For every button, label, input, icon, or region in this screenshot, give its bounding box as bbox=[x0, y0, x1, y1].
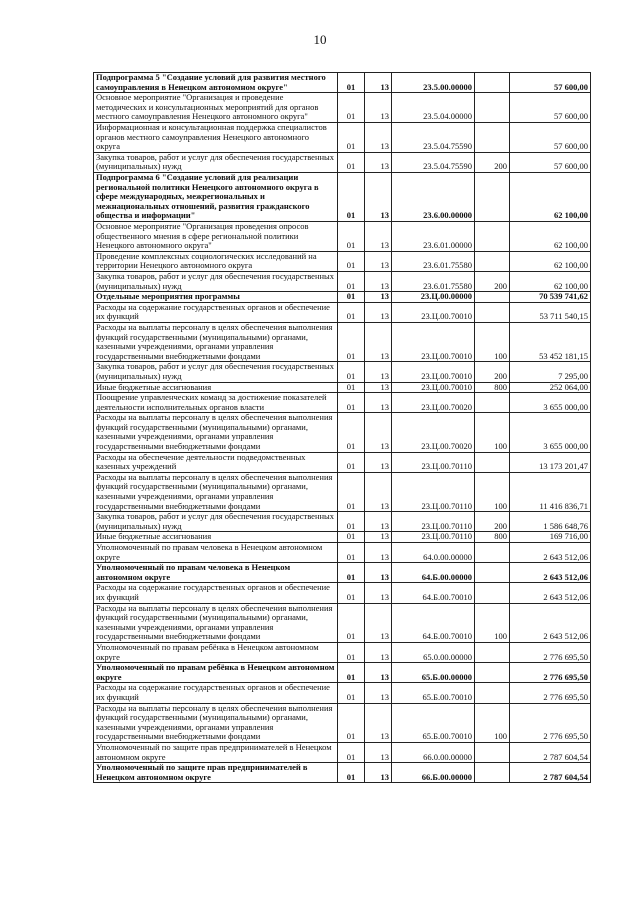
row-section-code: 01 bbox=[338, 663, 365, 683]
row-section-code: 01 bbox=[338, 172, 365, 221]
row-expense-type-code bbox=[475, 93, 510, 123]
row-section-code: 01 bbox=[338, 393, 365, 413]
row-expense-type-code: 200 bbox=[475, 362, 510, 382]
row-section-code: 01 bbox=[338, 292, 365, 303]
row-expense-type-code: 200 bbox=[475, 512, 510, 532]
row-description: Расходы на выплаты персоналу в целях обеспечения выполнения функций государственными (муниципальными) органами, казенными учреждениями, органами управления государственными внебюджетными фондами bbox=[94, 603, 338, 642]
row-description: Уполномоченный по правам человека в Ненецком автономном округе bbox=[94, 563, 338, 583]
row-description: Основное мероприятие "Организация и проведение методических и консультационных мероприятий для органов местного самоуправления Ненецкого автономного округа" bbox=[94, 93, 338, 123]
row-expense-type-code bbox=[475, 452, 510, 472]
row-subsection-code: 13 bbox=[365, 122, 392, 152]
row-description: Расходы на содержание государственных органов и обеспечение их функций bbox=[94, 583, 338, 603]
row-section-code: 01 bbox=[338, 382, 365, 393]
row-subsection-code: 13 bbox=[365, 152, 392, 172]
row-target-article-code: 23.6.01.00000 bbox=[392, 221, 475, 251]
row-description: Закупка товаров, работ и услуг для обеспечения государственных (муниципальных) нужд bbox=[94, 512, 338, 532]
row-target-article-code: 23.5.04.75590 bbox=[392, 152, 475, 172]
row-subsection-code: 13 bbox=[365, 393, 392, 413]
row-subsection-code: 13 bbox=[365, 73, 392, 93]
row-description: Подпрограмма 6 "Создание условий для реализации региональной политики Ненецкого автономного округа в сфере международных, межрегиональных и межнациональных отношений, развития гражданского общества и информации" bbox=[94, 172, 338, 221]
row-expense-type-code: 200 bbox=[475, 152, 510, 172]
row-target-article-code: 65.Б.00.00000 bbox=[392, 663, 475, 683]
row-section-code: 01 bbox=[338, 452, 365, 472]
table-row bbox=[94, 563, 591, 583]
row-section-code: 01 bbox=[338, 703, 365, 742]
row-target-article-code: 66.0.00.00000 bbox=[392, 742, 475, 762]
table-row bbox=[94, 393, 591, 413]
row-target-article-code: 23.Ц.00.70010 bbox=[392, 362, 475, 382]
row-amount: 53 452 181,15 bbox=[510, 322, 591, 361]
row-section-code: 01 bbox=[338, 642, 365, 662]
row-section-code: 01 bbox=[338, 603, 365, 642]
row-target-article-code: 65.0.00.00000 bbox=[392, 642, 475, 662]
row-amount: 2 787 604,54 bbox=[510, 742, 591, 762]
row-section-code: 01 bbox=[338, 763, 365, 783]
row-description: Уполномоченный по правам ребёнка в Ненецком автономном округе bbox=[94, 663, 338, 683]
row-target-article-code: 23.Ц.00.00000 bbox=[392, 292, 475, 303]
row-section-code: 01 bbox=[338, 362, 365, 382]
row-expense-type-code bbox=[475, 251, 510, 271]
row-expense-type-code bbox=[475, 683, 510, 703]
row-expense-type-code bbox=[475, 763, 510, 783]
row-subsection-code: 13 bbox=[365, 271, 392, 291]
row-subsection-code: 13 bbox=[365, 683, 392, 703]
row-target-article-code: 23.Ц.00.70110 bbox=[392, 472, 475, 511]
row-expense-type-code bbox=[475, 583, 510, 603]
row-amount: 1 586 648,76 bbox=[510, 512, 591, 532]
table-row bbox=[94, 152, 591, 172]
row-section-code: 01 bbox=[338, 563, 365, 583]
row-amount: 62 100,00 bbox=[510, 221, 591, 251]
table-row bbox=[94, 382, 591, 393]
row-expense-type-code bbox=[475, 172, 510, 221]
row-description: Расходы на выплаты персоналу в целях обеспечения выполнения функций государственными (муниципальными) органами, казенными учреждениями, органами управления государственными внебюджетными фондами bbox=[94, 703, 338, 742]
row-section-code: 01 bbox=[338, 122, 365, 152]
row-subsection-code: 13 bbox=[365, 93, 392, 123]
row-description: Расходы на обеспечение деятельности подведомственных казенных учреждений bbox=[94, 452, 338, 472]
row-expense-type-code: 100 bbox=[475, 703, 510, 742]
row-expense-type-code bbox=[475, 563, 510, 583]
row-section-code: 01 bbox=[338, 73, 365, 93]
row-target-article-code: 23.6.01.75580 bbox=[392, 251, 475, 271]
row-section-code: 01 bbox=[338, 221, 365, 251]
row-amount: 57 600,00 bbox=[510, 93, 591, 123]
table-row bbox=[94, 251, 591, 271]
row-subsection-code: 13 bbox=[365, 472, 392, 511]
table-row bbox=[94, 302, 591, 322]
row-section-code: 01 bbox=[338, 93, 365, 123]
row-subsection-code: 13 bbox=[365, 543, 392, 563]
row-amount: 2 776 695,50 bbox=[510, 703, 591, 742]
row-description: Иные бюджетные ассигнования bbox=[94, 382, 338, 393]
row-target-article-code: 65.Б.00.70010 bbox=[392, 683, 475, 703]
row-description: Поощрение управленческих команд за достижение показателей деятельности исполнительных органов власти bbox=[94, 393, 338, 413]
row-subsection-code: 13 bbox=[365, 532, 392, 543]
row-amount: 2 643 512,06 bbox=[510, 543, 591, 563]
table-row bbox=[94, 93, 591, 123]
table-row bbox=[94, 583, 591, 603]
row-target-article-code: 23.Ц.00.70020 bbox=[392, 413, 475, 452]
row-subsection-code: 13 bbox=[365, 382, 392, 393]
table-row bbox=[94, 763, 591, 783]
row-subsection-code: 13 bbox=[365, 642, 392, 662]
row-amount: 70 539 741,62 bbox=[510, 292, 591, 303]
row-section-code: 01 bbox=[338, 152, 365, 172]
row-subsection-code: 13 bbox=[365, 362, 392, 382]
budget-table bbox=[93, 72, 591, 783]
table-row bbox=[94, 642, 591, 662]
row-expense-type-code: 100 bbox=[475, 413, 510, 452]
row-expense-type-code: 800 bbox=[475, 382, 510, 393]
row-subsection-code: 13 bbox=[365, 221, 392, 251]
row-description: Отдельные мероприятия программы bbox=[94, 292, 338, 303]
table-body bbox=[94, 73, 591, 783]
row-expense-type-code bbox=[475, 292, 510, 303]
row-description: Информационная и консультационная поддержка специалистов органов местного самоуправления Ненецкого автономного округа bbox=[94, 122, 338, 152]
row-section-code: 01 bbox=[338, 251, 365, 271]
row-description: Расходы на содержание государственных органов и обеспечение их функций bbox=[94, 302, 338, 322]
table-row bbox=[94, 742, 591, 762]
row-amount: 62 100,00 bbox=[510, 251, 591, 271]
table-row bbox=[94, 122, 591, 152]
row-target-article-code: 23.6.00.00000 bbox=[392, 172, 475, 221]
row-target-article-code: 23.5.04.75590 bbox=[392, 122, 475, 152]
table-row bbox=[94, 532, 591, 543]
row-expense-type-code bbox=[475, 663, 510, 683]
row-target-article-code: 64.Б.00.70010 bbox=[392, 603, 475, 642]
table-row bbox=[94, 271, 591, 291]
row-target-article-code: 23.Ц.00.70110 bbox=[392, 452, 475, 472]
row-target-article-code: 23.Ц.00.70010 bbox=[392, 382, 475, 393]
row-expense-type-code bbox=[475, 122, 510, 152]
row-subsection-code: 13 bbox=[365, 763, 392, 783]
row-description: Уполномоченный по правам человека в Ненецком автономном округе bbox=[94, 543, 338, 563]
row-amount: 57 600,00 bbox=[510, 122, 591, 152]
row-description: Расходы на выплаты персоналу в целях обеспечения выполнения функций государственными (муниципальными) органами, казенными учреждениями, органами управления государственными внебюджетными фондами bbox=[94, 322, 338, 361]
row-target-article-code: 23.Ц.00.70110 bbox=[392, 512, 475, 532]
row-amount: 2 643 512,06 bbox=[510, 583, 591, 603]
row-section-code: 01 bbox=[338, 413, 365, 452]
table-row bbox=[94, 292, 591, 303]
row-target-article-code: 64.0.00.00000 bbox=[392, 543, 475, 563]
row-amount: 57 600,00 bbox=[510, 73, 591, 93]
row-expense-type-code bbox=[475, 543, 510, 563]
row-target-article-code: 23.6.01.75580 bbox=[392, 271, 475, 291]
row-expense-type-code: 100 bbox=[475, 322, 510, 361]
row-expense-type-code bbox=[475, 742, 510, 762]
table-row bbox=[94, 603, 591, 642]
row-expense-type-code: 800 bbox=[475, 532, 510, 543]
row-amount: 2 776 695,50 bbox=[510, 663, 591, 683]
row-amount: 3 655 000,00 bbox=[510, 393, 591, 413]
row-section-code: 01 bbox=[338, 322, 365, 361]
row-amount: 2 643 512,06 bbox=[510, 563, 591, 583]
row-amount: 62 100,00 bbox=[510, 172, 591, 221]
row-subsection-code: 13 bbox=[365, 603, 392, 642]
table-row bbox=[94, 452, 591, 472]
row-description: Основное мероприятие "Организация проведения опросов общественного мнения в сфере региональной политики Ненецкого автономного округа" bbox=[94, 221, 338, 251]
row-target-article-code: 64.Б.00.70010 bbox=[392, 583, 475, 603]
table-row bbox=[94, 172, 591, 221]
row-amount: 252 064,00 bbox=[510, 382, 591, 393]
row-target-article-code: 23.Ц.00.70010 bbox=[392, 322, 475, 361]
row-amount: 7 295,00 bbox=[510, 362, 591, 382]
row-target-article-code: 64.Б.00.00000 bbox=[392, 563, 475, 583]
row-subsection-code: 13 bbox=[365, 292, 392, 303]
table-row bbox=[94, 703, 591, 742]
table-row bbox=[94, 221, 591, 251]
row-amount: 11 416 836,71 bbox=[510, 472, 591, 511]
row-description: Уполномоченный по защите прав предпринимателей в Ненецком автономном округе bbox=[94, 742, 338, 762]
page-number: 10 bbox=[313, 32, 327, 47]
row-section-code: 01 bbox=[338, 532, 365, 543]
table-row bbox=[94, 322, 591, 361]
row-subsection-code: 13 bbox=[365, 322, 392, 361]
row-subsection-code: 13 bbox=[365, 742, 392, 762]
table-row bbox=[94, 683, 591, 703]
row-amount: 57 600,00 bbox=[510, 152, 591, 172]
row-amount: 2 787 604,54 bbox=[510, 763, 591, 783]
row-section-code: 01 bbox=[338, 683, 365, 703]
row-section-code: 01 bbox=[338, 742, 365, 762]
table-row bbox=[94, 543, 591, 563]
table-row bbox=[94, 413, 591, 452]
row-description: Закупка товаров, работ и услуг для обеспечения государственных (муниципальных) нужд bbox=[94, 271, 338, 291]
row-expense-type-code bbox=[475, 393, 510, 413]
row-target-article-code: 23.Ц.00.70010 bbox=[392, 302, 475, 322]
table-row bbox=[94, 663, 591, 683]
row-expense-type-code bbox=[475, 221, 510, 251]
table-row bbox=[94, 73, 591, 93]
row-subsection-code: 13 bbox=[365, 251, 392, 271]
row-target-article-code: 23.5.00.00000 bbox=[392, 73, 475, 93]
row-description: Расходы на выплаты персоналу в целях обеспечения выполнения функций государственными (муниципальными) органами, казенными учреждениями, органами управления государственными внебюджетными фондами bbox=[94, 413, 338, 452]
table-row bbox=[94, 512, 591, 532]
row-description: Уполномоченный по правам ребёнка в Ненецком автономном округе bbox=[94, 642, 338, 662]
row-subsection-code: 13 bbox=[365, 302, 392, 322]
row-amount: 2 776 695,50 bbox=[510, 642, 591, 662]
row-amount: 2 643 512,06 bbox=[510, 603, 591, 642]
table-row bbox=[94, 362, 591, 382]
row-expense-type-code: 100 bbox=[475, 603, 510, 642]
row-subsection-code: 13 bbox=[365, 413, 392, 452]
table-row bbox=[94, 472, 591, 511]
row-subsection-code: 13 bbox=[365, 663, 392, 683]
row-section-code: 01 bbox=[338, 271, 365, 291]
row-amount: 169 716,00 bbox=[510, 532, 591, 543]
row-section-code: 01 bbox=[338, 543, 365, 563]
row-description: Уполномоченный по защите прав предпринимателей в Ненецком автономном округе bbox=[94, 763, 338, 783]
row-section-code: 01 bbox=[338, 472, 365, 511]
row-subsection-code: 13 bbox=[365, 563, 392, 583]
row-expense-type-code bbox=[475, 73, 510, 93]
row-subsection-code: 13 bbox=[365, 172, 392, 221]
row-target-article-code: 23.Ц.00.70110 bbox=[392, 532, 475, 543]
row-description: Иные бюджетные ассигнования bbox=[94, 532, 338, 543]
row-section-code: 01 bbox=[338, 512, 365, 532]
row-expense-type-code bbox=[475, 302, 510, 322]
row-amount: 62 100,00 bbox=[510, 271, 591, 291]
row-description: Закупка товаров, работ и услуг для обеспечения государственных (муниципальных) нужд bbox=[94, 152, 338, 172]
row-amount: 53 711 540,15 bbox=[510, 302, 591, 322]
row-amount: 2 776 695,50 bbox=[510, 683, 591, 703]
row-description: Подпрограмма 5 "Создание условий для развития местного самоуправления в Ненецком автономном округе" bbox=[94, 73, 338, 93]
row-description: Проведение комплексных социологических исследований на территории Ненецкого автономного округа bbox=[94, 251, 338, 271]
row-target-article-code: 23.Ц.00.70020 bbox=[392, 393, 475, 413]
row-subsection-code: 13 bbox=[365, 703, 392, 742]
row-subsection-code: 13 bbox=[365, 583, 392, 603]
row-target-article-code: 65.Б.00.70010 bbox=[392, 703, 475, 742]
row-description: Расходы на содержание государственных органов и обеспечение их функций bbox=[94, 683, 338, 703]
row-section-code: 01 bbox=[338, 583, 365, 603]
row-expense-type-code: 100 bbox=[475, 472, 510, 511]
row-expense-type-code: 200 bbox=[475, 271, 510, 291]
row-description: Закупка товаров, работ и услуг для обеспечения государственных (муниципальных) нужд bbox=[94, 362, 338, 382]
row-target-article-code: 23.5.04.00000 bbox=[392, 93, 475, 123]
row-section-code: 01 bbox=[338, 302, 365, 322]
row-subsection-code: 13 bbox=[365, 452, 392, 472]
row-subsection-code: 13 bbox=[365, 512, 392, 532]
row-amount: 13 173 201,47 bbox=[510, 452, 591, 472]
row-target-article-code: 66.Б.00.00000 bbox=[392, 763, 475, 783]
row-description: Расходы на выплаты персоналу в целях обеспечения выполнения функций государственными (муниципальными) органами, казенными учреждениями, органами управления государственными внебюджетными фондами bbox=[94, 472, 338, 511]
row-expense-type-code bbox=[475, 642, 510, 662]
row-amount: 3 655 000,00 bbox=[510, 413, 591, 452]
